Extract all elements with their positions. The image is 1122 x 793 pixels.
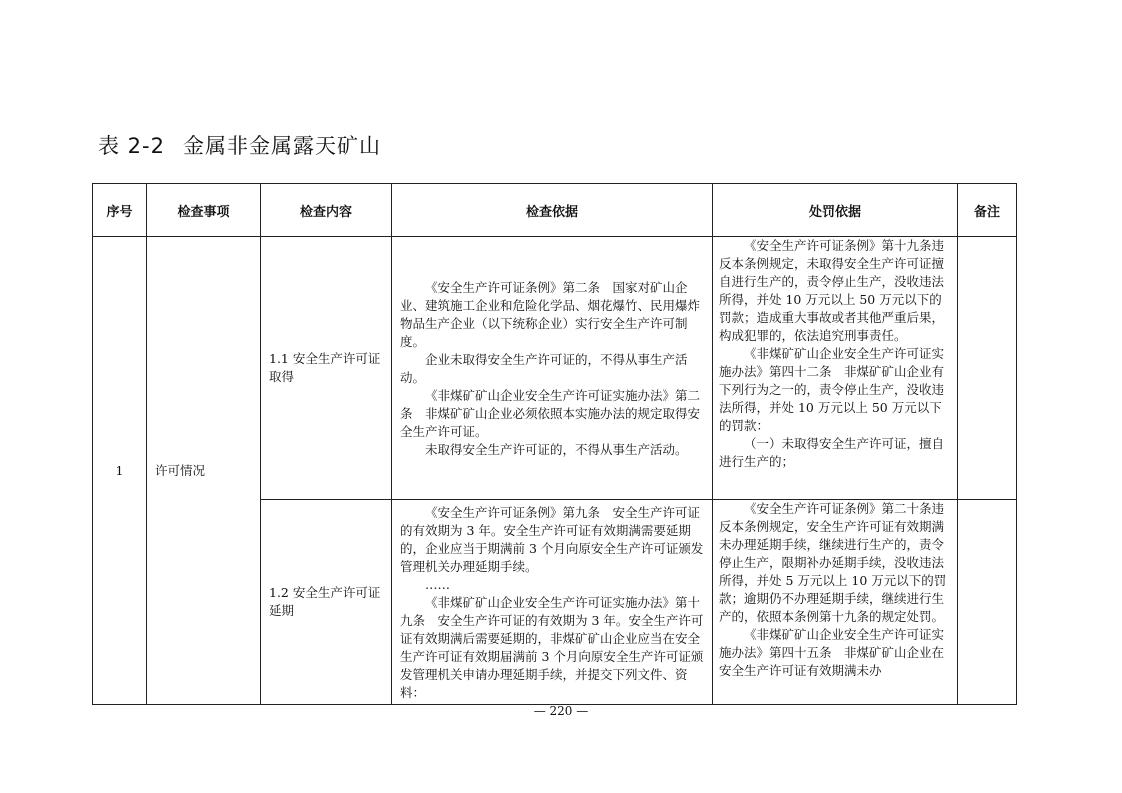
table-row bbox=[93, 237, 1017, 500]
header-basis: 检查依据 bbox=[392, 184, 713, 237]
sub2-basis-p2: …… bbox=[425, 577, 450, 592]
sub2-penalty-p1: 《安全生产许可证条例》第二十条违反本条例规定，安全生产许可证有效期满未办理延期手续，继续进行生产的，责令停止生产，限期补办延期手续，没收违法所得，并处 5 万元以上 10 万元以下的罚款；逾期仍不办理延期手续，继续进行生产的，依照本条例第十九条的规定处罚。 bbox=[719, 501, 947, 624]
table-label: 表 2-2 bbox=[98, 134, 165, 158]
sub1-content: 1.1 安全生产许可证取得 bbox=[261, 237, 392, 500]
sub1-basis-p4: 未取得安全生产许可证的，不得从事生产活动。 bbox=[425, 442, 688, 457]
page-number: — 220 — bbox=[533, 704, 589, 718]
sub1-penalty-p1: 《安全生产许可证条例》第十九条违反本条例规定，未取得安全生产许可证擅自进行生产的，责令停止生产，没收违法所得，并处 10 万元以上 50 万元以下的罚款；造成重大事故或者其他严重后果，构成犯罪的，依法追究刑事责任。 bbox=[719, 238, 945, 343]
header-remark: 备注 bbox=[958, 184, 1017, 237]
sub1-basis-p1: 《安全生产许可证条例》第二条 国家对矿山企业、建筑施工企业和危险化学品、烟花爆竹、民用爆炸物品生产企业（以下统称企业）实行安全生产许可制度。 bbox=[400, 280, 701, 349]
sub2-penalty bbox=[713, 500, 958, 705]
page-title bbox=[98, 130, 381, 160]
header-item: 检查事项 bbox=[147, 184, 261, 237]
header-no: 序号 bbox=[93, 184, 147, 237]
row-item: 许可情况 bbox=[147, 237, 261, 705]
sub1-penalty-p3: （一）未取得安全生产许可证，擅自进行生产的； bbox=[719, 436, 945, 469]
sub1-basis-p2: 企业未取得安全生产许可证的，不得从事生产活动。 bbox=[400, 352, 688, 385]
sub1-penalty bbox=[713, 237, 958, 500]
row-no: 1 bbox=[93, 237, 147, 705]
table-title: 金属非金属露天矿山 bbox=[182, 134, 381, 158]
sub1-remark bbox=[958, 237, 1017, 500]
sub1-penalty-p2: 《非煤矿矿山企业安全生产许可证实施办法》第四十二条 非煤矿矿山企业有下列行为之一的，责令停止生产，没收违法所得，并处 10 万元以上 50 万元以下的罚款： bbox=[719, 346, 945, 433]
sub2-remark bbox=[958, 500, 1017, 705]
header-content: 检查内容 bbox=[261, 184, 392, 237]
sub1-basis bbox=[392, 237, 713, 500]
sub2-basis-p3: 《非煤矿矿山企业安全生产许可证实施办法》第十九条 安全生产许可证的有效期为 3 年。安全生产许可证有效期满后需要延期的，非煤矿矿山企业应当在安全生产许可证有效期届满前 3 个月向原安全生产许可证颁发管理机关申请办理延期手续，并提交下列文件、资料： bbox=[400, 595, 704, 700]
sub1-basis-p3: 《非煤矿矿山企业安全生产许可证实施办法》第二条 非煤矿矿山企业必须依照本实施办法的规定取得安全生产许可证。 bbox=[400, 388, 701, 439]
table-header-row bbox=[93, 184, 1017, 237]
inspection-table bbox=[92, 183, 1016, 705]
sub2-content: 1.2 安全生产许可证延期 bbox=[261, 500, 392, 705]
sub2-basis-p1: 《安全生产许可证条例》第九条 安全生产许可证的有效期为 3 年。安全生产许可证有效期满需要延期的，企业应当于期满前 3 个月向原安全生产许可证颁发管理机关办理延期手续。 bbox=[400, 505, 704, 574]
sub2-penalty-p2: 《非煤矿矿山企业安全生产许可证实施办法》第四十五条 非煤矿矿山企业在安全生产许可证有效期满未办 bbox=[719, 627, 945, 678]
header-penalty: 处罚依据 bbox=[713, 184, 958, 237]
sub2-basis bbox=[392, 500, 713, 705]
